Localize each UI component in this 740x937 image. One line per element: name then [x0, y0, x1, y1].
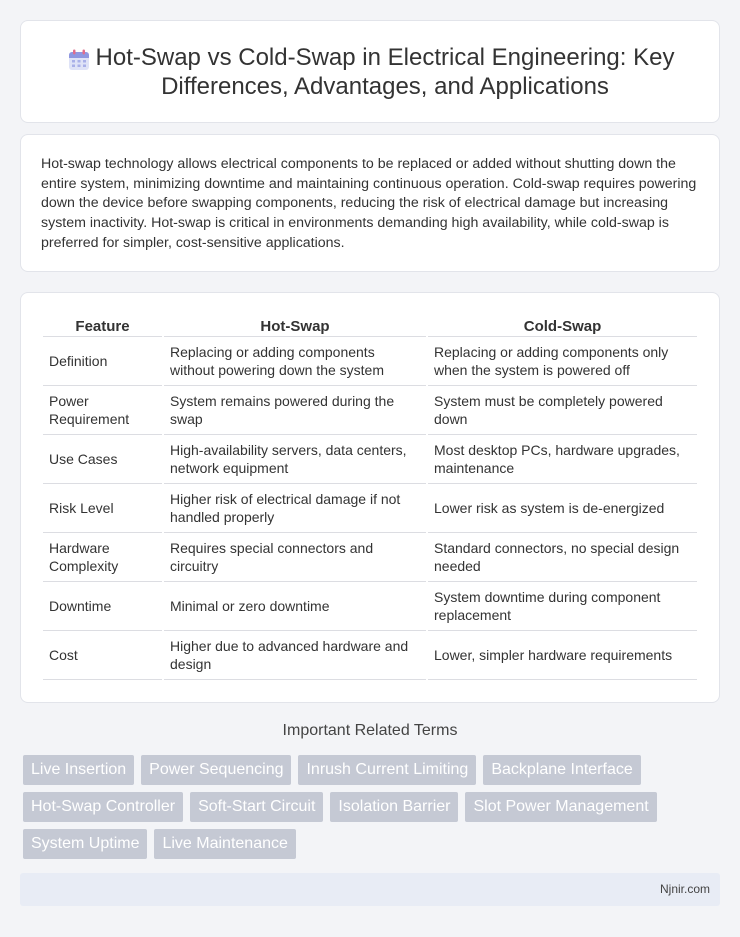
related-term-tag[interactable]: Power Sequencing	[141, 755, 291, 785]
hot-swap-cell: Higher risk of electrical damage if not handled properly	[164, 484, 426, 533]
related-terms-heading: Important Related Terms	[282, 722, 458, 739]
hot-swap-cell: System remains powered during the swap	[164, 386, 426, 435]
cold-swap-cell: Replacing or adding components only when the system is powered off	[428, 337, 697, 386]
intro-card	[20, 134, 720, 272]
related-term-tag[interactable]: Slot Power Management	[465, 792, 656, 822]
feature-cell: Risk Level	[43, 484, 162, 533]
table-row	[43, 631, 697, 680]
footer-site-name[interactable]: Njnir.com	[659, 882, 710, 896]
related-term-tag[interactable]: Live Maintenance	[154, 829, 295, 859]
cold-swap-cell: System must be completely powered down	[428, 386, 697, 435]
table-row	[43, 435, 697, 484]
related-term-tag[interactable]: Soft-Start Circuit	[190, 792, 323, 822]
comparison-table	[41, 315, 699, 680]
related-term-tag[interactable]: Live Insertion	[23, 755, 134, 785]
cold-swap-cell: Most desktop PCs, hardware upgrades, maintenance	[428, 435, 697, 484]
table-row	[43, 533, 697, 582]
table-row	[43, 582, 697, 631]
page-title: Hot-Swap vs Cold-Swap in Electrical Engineering: Key Differences, Advantages, and Applications	[95, 43, 675, 100]
table-row	[43, 337, 697, 386]
intro-paragraph: Hot-swap technology allows electrical components to be replaced or added without shutting down the entire system, minimizing downtime and maintaining continuous operation. Cold-swap requires powering down the device before swapping components, reducing the risk of electrical damage but increasing system inactivity. Hot-swap is critical in environments demanding high availability, while cold-swap is preferred for simpler, cost-sensitive applications.	[41, 156, 697, 251]
feature-cell: Definition	[43, 337, 162, 386]
hot-swap-cell: Requires special connectors and circuitry	[164, 533, 426, 582]
related-term-tag[interactable]: Backplane Interface	[483, 755, 640, 785]
related-term-tag[interactable]: System Uptime	[23, 829, 147, 859]
hot-swap-cell: High-availability servers, data centers, network equipment	[164, 435, 426, 484]
hot-swap-cell: Higher due to advanced hardware and design	[164, 631, 426, 680]
column-header-feature: Feature	[43, 315, 162, 337]
related-term-tag[interactable]: Inrush Current Limiting	[298, 755, 476, 785]
related-term-tag[interactable]: Hot-Swap Controller	[23, 792, 183, 822]
footer	[20, 873, 720, 906]
cold-swap-cell: Lower risk as system is de-energized	[428, 484, 697, 533]
column-header-cold-swap: Cold-Swap	[428, 315, 697, 337]
cold-swap-cell: System downtime during component replacement	[428, 582, 697, 631]
feature-cell: Hardware Complexity	[43, 533, 162, 582]
table-row	[43, 484, 697, 533]
feature-cell: Downtime	[43, 582, 162, 631]
related-term-tag[interactable]: Isolation Barrier	[330, 792, 458, 822]
related-terms-list	[23, 755, 723, 859]
table-header-row	[43, 315, 697, 337]
cold-swap-cell: Lower, simpler hardware requirements	[428, 631, 697, 680]
hot-swap-cell: Replacing or adding components without powering down the system	[164, 337, 426, 386]
title-card	[20, 20, 720, 123]
feature-cell: Use Cases	[43, 435, 162, 484]
feature-cell: Cost	[43, 631, 162, 680]
column-header-hot-swap: Hot-Swap	[164, 315, 426, 337]
table-row	[43, 386, 697, 435]
comparison-card	[20, 292, 720, 703]
feature-cell: Power Requirement	[43, 386, 162, 435]
hot-swap-cell: Minimal or zero downtime	[164, 582, 426, 631]
cold-swap-cell: Standard connectors, no special design needed	[428, 533, 697, 582]
